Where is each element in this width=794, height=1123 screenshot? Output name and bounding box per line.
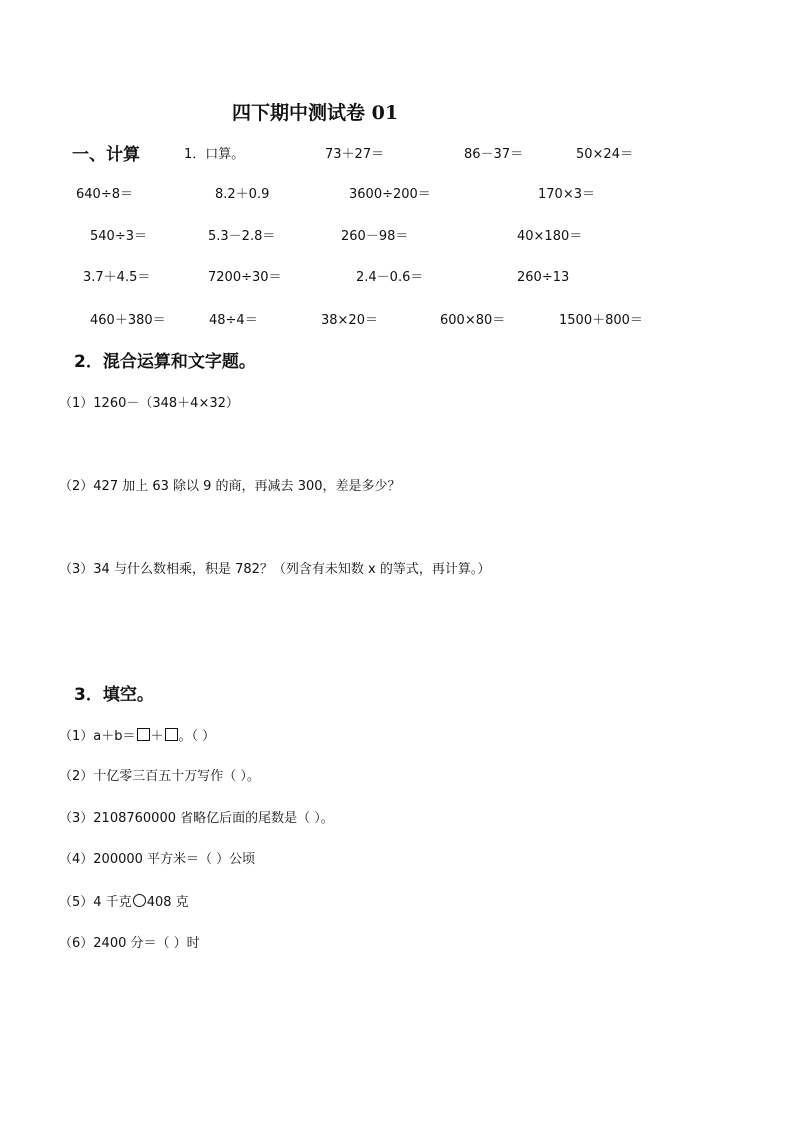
oral-calc-label: 1．口算。 bbox=[184, 147, 245, 162]
calc-r4-c4: 1500＋800＝ bbox=[559, 313, 643, 328]
fill-item-6: （6）2400 分＝（ ）时 bbox=[59, 936, 200, 951]
calc-r1-c1: 8.2＋0.9 bbox=[215, 187, 270, 202]
blank-square-icon bbox=[165, 728, 178, 741]
page-title: 四下期中测试卷 01 bbox=[232, 102, 399, 124]
fill-item-1 bbox=[59, 728, 215, 745]
calc-r4-c1: 48÷4＝ bbox=[209, 313, 258, 328]
calc-r4-c3: 600×80＝ bbox=[440, 313, 506, 328]
calc-r2-c2: 260－98＝ bbox=[341, 229, 409, 244]
fill-item-2: （2）十亿零三百五十万写作（ ）。 bbox=[59, 769, 260, 784]
calc-r1-c0: 640÷8＝ bbox=[76, 187, 133, 202]
compare-circle-icon bbox=[133, 894, 146, 907]
calc-r3-c1: 7200÷30＝ bbox=[208, 270, 282, 285]
calc-r0-c2: 50×24＝ bbox=[576, 147, 633, 162]
mixed-op-item-2: （2）427 加上 63 除以 9 的商，再减去 300，差是多少？ bbox=[59, 479, 401, 494]
fill-item-1-prefix: （1）a＋b＝ bbox=[59, 729, 136, 744]
fill-item-3: （3）2108760000 省略亿后面的尾数是（ ）。 bbox=[59, 811, 334, 826]
section-3-heading: 3．填空。 bbox=[74, 685, 154, 705]
blank-square-icon bbox=[137, 728, 150, 741]
calc-r1-c2: 3600÷200＝ bbox=[349, 187, 431, 202]
calc-r4-c0: 460＋380＝ bbox=[90, 313, 166, 328]
fill-item-4: （4）200000 平方米＝（ ）公顷 bbox=[59, 852, 256, 867]
mixed-op-item-1: （1）1260－（348＋4×32） bbox=[59, 396, 239, 411]
calc-r2-c3: 40×180＝ bbox=[517, 229, 583, 244]
fill-item-1-plus: ＋ bbox=[150, 729, 164, 744]
calc-r3-c2: 2.4－0.6＝ bbox=[356, 270, 424, 285]
calc-r1-c3: 170×3＝ bbox=[538, 187, 595, 202]
calc-r4-c2: 38×20＝ bbox=[321, 313, 378, 328]
calc-r3-c0: 3.7＋4.5＝ bbox=[83, 270, 151, 285]
fill-item-5-prefix: （5）4 千克 bbox=[59, 895, 132, 910]
section-1-heading: 一、计算 bbox=[72, 145, 140, 165]
calc-r2-c0: 540÷3＝ bbox=[90, 229, 147, 244]
mixed-op-item-3: （3）34 与什么数相乘，积是 782？（列含有未知数 x 的等式，再计算。） bbox=[59, 562, 491, 577]
fill-item-1-suffix: 。（ ） bbox=[178, 729, 216, 744]
section-2-heading: 2．混合运算和文字题。 bbox=[74, 352, 256, 372]
calc-r3-c3: 260÷13 bbox=[517, 270, 570, 285]
calc-r0-c1: 86－37＝ bbox=[464, 147, 524, 162]
calc-r0-c0: 73＋27＝ bbox=[325, 147, 385, 162]
calc-r2-c1: 5.3－2.8＝ bbox=[208, 229, 276, 244]
fill-item-5 bbox=[59, 894, 189, 911]
fill-item-5-suffix: 408 克 bbox=[146, 895, 189, 910]
